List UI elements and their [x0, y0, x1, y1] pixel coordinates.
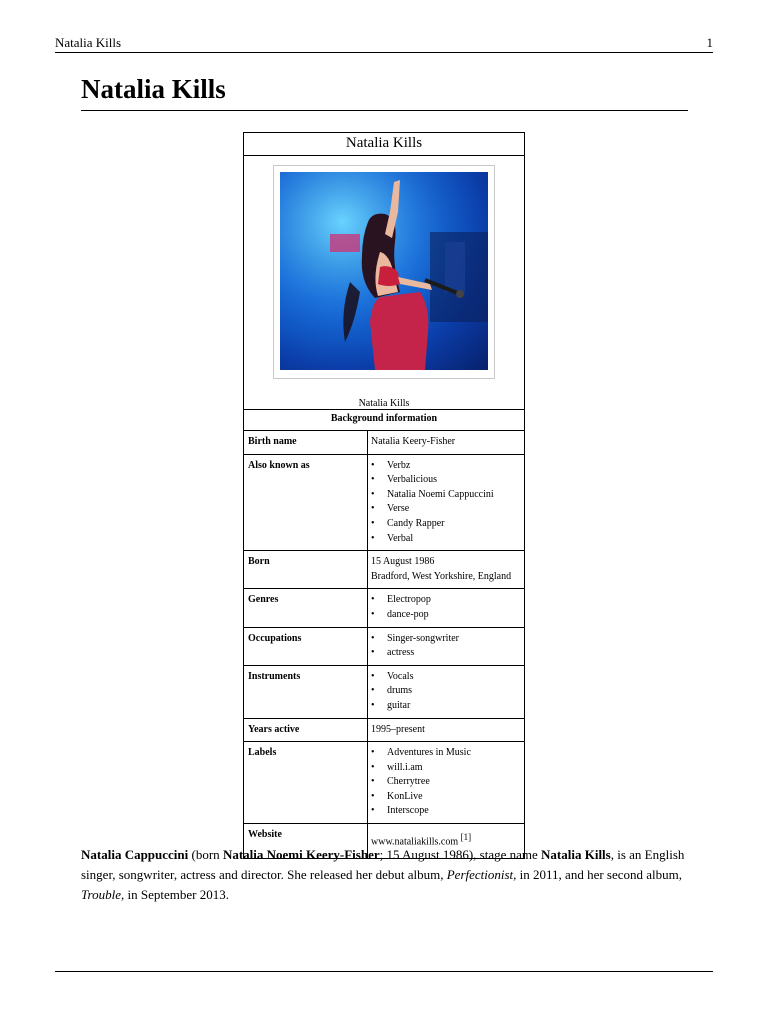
- row-value: [368, 551, 525, 589]
- running-header-title: Natalia Kills: [55, 35, 122, 50]
- occupations-list: [371, 632, 524, 661]
- row-label: Also known as: [244, 454, 368, 551]
- lead-text: (born: [188, 847, 223, 862]
- infobox-row-born: [244, 551, 525, 589]
- list-item: • Singer-songwriter: [371, 632, 524, 647]
- website-link[interactable]: www.nataliakills.com: [371, 836, 459, 848]
- row-label: Years active: [244, 718, 368, 742]
- infobox-row-years-active: [244, 718, 525, 742]
- row-label: Occupations: [244, 627, 368, 665]
- list-item: • Verse: [371, 502, 524, 517]
- aliases-list: [371, 459, 524, 547]
- genres-list: [371, 593, 524, 622]
- list-item: • Verbalicious: [371, 473, 524, 488]
- infobox-row-occupations: [244, 627, 525, 665]
- row-label: Website: [244, 824, 368, 859]
- row-label: Instruments: [244, 665, 368, 718]
- list-item: • actress: [371, 646, 524, 661]
- image-caption: Natalia Kills: [358, 398, 410, 409]
- list-item[interactable]: • dance-pop: [371, 608, 524, 623]
- lead-text: , is an English singer, songwriter, actress and director. She released her debut album,: [81, 847, 685, 882]
- infobox-row-instruments: [244, 665, 525, 718]
- list-item: • Natalia Noemi Cappuccini: [371, 488, 524, 503]
- birth-date: 15 August 1986: [371, 556, 435, 568]
- row-label: Born: [244, 551, 368, 589]
- citation-ref[interactable]: [1]: [460, 832, 472, 843]
- row-value: [368, 454, 525, 551]
- list-item[interactable]: • will.i.am: [371, 761, 524, 776]
- lead-name: Natalia Cappuccini: [81, 847, 189, 862]
- footer-rule: [55, 971, 713, 972]
- page-number: 1: [706, 35, 713, 50]
- instruments-list: [371, 670, 524, 714]
- concert-photo-illustration: [280, 172, 488, 370]
- list-item[interactable]: • Electropop: [371, 593, 524, 608]
- row-value: Natalia Keery-Fisher: [368, 431, 525, 455]
- lead-text: , in September 2013.: [120, 887, 229, 902]
- lead-stage-name: Natalia Kills: [541, 847, 611, 862]
- list-item[interactable]: • Cherrytree: [371, 775, 524, 790]
- list-item: • Verbal: [371, 532, 524, 547]
- row-value: 1995–present: [368, 718, 525, 742]
- row-value: [368, 742, 525, 824]
- infobox-row-also-known-as: [244, 454, 525, 551]
- infobox: [243, 132, 525, 859]
- album-trouble[interactable]: Trouble: [81, 887, 121, 902]
- birth-place: Bradford, West Yorkshire, England: [371, 570, 512, 582]
- list-item[interactable]: • Interscope: [371, 804, 524, 819]
- list-item: • Candy Rapper: [371, 517, 524, 532]
- infobox-image-cell: [244, 156, 525, 410]
- lead-paragraph: [81, 845, 688, 905]
- row-value: [368, 665, 525, 718]
- infobox-header: Natalia Kills: [244, 133, 525, 156]
- lead-birth-name: Natalia Noemi Keery-Fisher: [222, 847, 380, 862]
- row-label: Genres: [244, 589, 368, 627]
- list-item[interactable]: • KonLive: [371, 790, 524, 805]
- infobox-row-labels: [244, 742, 525, 824]
- row-label: Birth name: [244, 431, 368, 455]
- list-item[interactable]: • Adventures in Music: [371, 746, 524, 761]
- infobox-row-birth-name: [244, 431, 525, 455]
- photo-frame[interactable]: [273, 165, 495, 379]
- row-value: [368, 627, 525, 665]
- artist-photo[interactable]: [280, 172, 488, 370]
- album-perfectionist[interactable]: Perfectionist: [446, 867, 514, 882]
- labels-list: [371, 746, 524, 819]
- section-background-information: Background information: [244, 410, 525, 431]
- infobox-row-genres: [244, 589, 525, 627]
- list-item: • Vocals: [371, 670, 524, 685]
- list-item: • drums: [371, 684, 524, 699]
- list-item: • Verbz: [371, 459, 524, 474]
- list-item: • guitar: [371, 699, 524, 714]
- running-header: [55, 36, 713, 53]
- lead-text: ; 15 August 1986), stage name: [379, 847, 542, 862]
- row-label: Labels: [244, 742, 368, 824]
- lead-text: , in 2011, and her second album,: [513, 867, 683, 882]
- row-value: [368, 589, 525, 627]
- page-title: Natalia Kills: [81, 72, 688, 111]
